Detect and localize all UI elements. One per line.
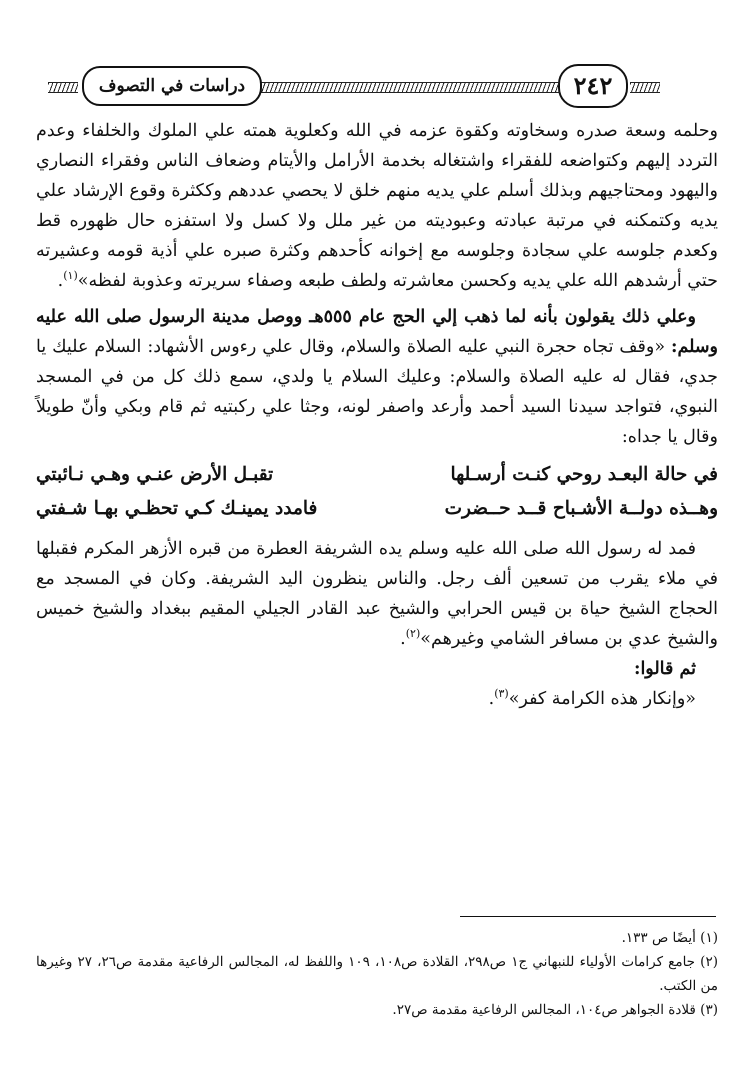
then-said-line: ثم قالوا: xyxy=(633,659,696,679)
footnote-3: (٣) قلادة الجواهر ص١٠٤، المجالس الرفاعية مقدمة ص٢٧. xyxy=(392,1002,718,1018)
verse-second-hemistich: تقبـل الأرض عنـي وهـي نـائبتي xyxy=(36,464,274,485)
page-header xyxy=(40,62,720,106)
header-ornament-right xyxy=(630,82,660,93)
footnotes xyxy=(36,926,718,1022)
quote-line: «وإنكار هذه الكرامة كفر»$^{(٣)}$. xyxy=(488,687,696,709)
verse-first-hemistich: في حالة البعـد روحي كنـت أرسـلها xyxy=(450,464,718,485)
footnote-2: (٢) جامع كرامات الأولياء للنبهاني ج١ ص٢٩٨، القلادة ص١٠٨، ١٠٩ واللفظ له، المجالس الرفاعية مقدمة ص٢٦، ٢٧ وغيرها من الكتب. xyxy=(36,954,718,994)
verse-second-hemistich: فامدد يمينـك كـي تحظـي بهـا شـفتي xyxy=(36,498,318,519)
poem xyxy=(36,458,718,526)
paragraph-3-text: فمد له رسول الله صلى الله عليه وسلم يده الشريفة العطرة من قبره الأزهر المكرم فقبلها في ملاء يقرب من تسعين ألف رجل. والناس ينظرون اليد الشريفة. وكان في المسجد مع الحجاج الشيخ حياة بن قيس الحرابي والشيخ عبد القادر الجيلي المقيم ببغداد والشيخ خميس والشيخ عدي بن مسافر الشامي وغيرهم» xyxy=(36,539,718,649)
footnote-ref-2: (٢) xyxy=(405,627,421,641)
running-title: دراسات في التصوف xyxy=(82,66,262,106)
footnote-ref-1: (١) xyxy=(63,269,78,283)
paragraph-2-text: «وقف تجاه حجرة النبي عليه الصلاة والسلام، وقال علي رءوس الأشهاد: السلام عليك يا جدي، فقال له عليه الصلاة والسلام: وعليك السلام يا ولدي، سمع ذلك كل من في المسجد النبوي، فتواجد سيدنا السيد أحمد وأرعد واصفر لونه، وجثا علي ركبتيه ثم قام وبكي وأنّ طويلاً وقال يا جداه: xyxy=(36,337,718,447)
poem-verse xyxy=(36,492,718,526)
paragraph-1-text: وحلمه وسعة صدره وسخاوته وكقوة عزمه في الله وكعلوية همته علي الملوك والخلفاء وعدم التردد إليهم وكتواضعه للفقراء واشتغاله بخدمة الأرامل والأيتام وضعاف الناس وفقراء النصاري واليهود ومحتاجيهم وبذلك أسلم علي يديه منهم خلق لا يحصي عددهم وككثرة وقوع الإرشاد علي يديه وكتمكنه في مرتبة عبادته وعبوديته من غير ملل ولا كسل ولا استفزه حال ظهوره قط وكعدم جلوسه علي سجادة وجلوسه مع إخوانه كأحدهم وكثرة صبره علي أذية قومه وعشيرته حتي أرشدهم الله علي يديه وكحسن معاشرته ولطف طبعه وصفاء سريرته وعذوبة لفظه» xyxy=(36,121,719,291)
paragraph-3: فمد له رسول الله صلى الله عليه وسلم يده الشريفة العطرة من قبره الأزهر المكرم فقبلها في ملاء يقرب من تسعين ألف رجل. والناس ينظرون اليد الشريفة. وكان في المسجد مع الحجاج الشيخ حياة بن قيس الحرابي والشيخ عبد القادر الجيلي المقيم ببغداد والشيخ خميس والشيخ عدي بن مسافر الشامي وغيرهم»$^{(٢)}$. xyxy=(36,539,718,649)
paragraph-2-lead: وعلي ذلك يقولون بأنه لما ذهب إلي الحج عام ٥٥٥هـ ووصل مدينة الرسول صلى الله عليه وسلم: xyxy=(36,307,718,357)
poem-verse xyxy=(36,458,718,492)
paragraph-2 xyxy=(36,302,718,452)
main-text xyxy=(36,116,718,714)
header-ornament-left xyxy=(48,82,78,93)
verse-first-hemistich: وهــذه دولــة الأشـباح قــد حــضرت xyxy=(444,498,718,519)
footnote-1: (١) أيضًا ص ١٣٣. xyxy=(621,930,718,946)
footnote-separator xyxy=(460,916,716,917)
paragraph-1: وحلمه وسعة صدره وسخاوته وكقوة عزمه في الله وكعلوية همته علي الملوك والخلفاء وعدم التردد إليهم وكتواضعه للفقراء واشتغاله بخدمة الأرامل والأيتام وضعاف الناس وفقراء النصاري واليهود ومحتاجيهم وبذلك أسلم علي يديه منهم خلق لا يحصي عددهم وككثرة وقوع الإرشاد علي يديه وكتمكنه في مرتبة عبادته وعبوديته من غير ملل ولا كسل ولا استفزه حال ظهوره قط وكعدم جلوسه علي سجادة وجلوسه مع إخوانه كأحدهم وكثرة صبره علي أذية قومه وعشيرته حتي أرشدهم الله علي يديه وكحسن معاشرته ولطف طبعه وصفاء سريرته وعذوبة لفظه»$^{(١)}$. xyxy=(36,121,719,291)
footnote-ref-3: (٣) xyxy=(494,687,509,701)
page-number: ٢٤٢ xyxy=(558,64,628,108)
quote-text: «وإنكار هذه الكرامة كفر» xyxy=(508,689,696,709)
header-ornament-middle xyxy=(256,82,560,93)
